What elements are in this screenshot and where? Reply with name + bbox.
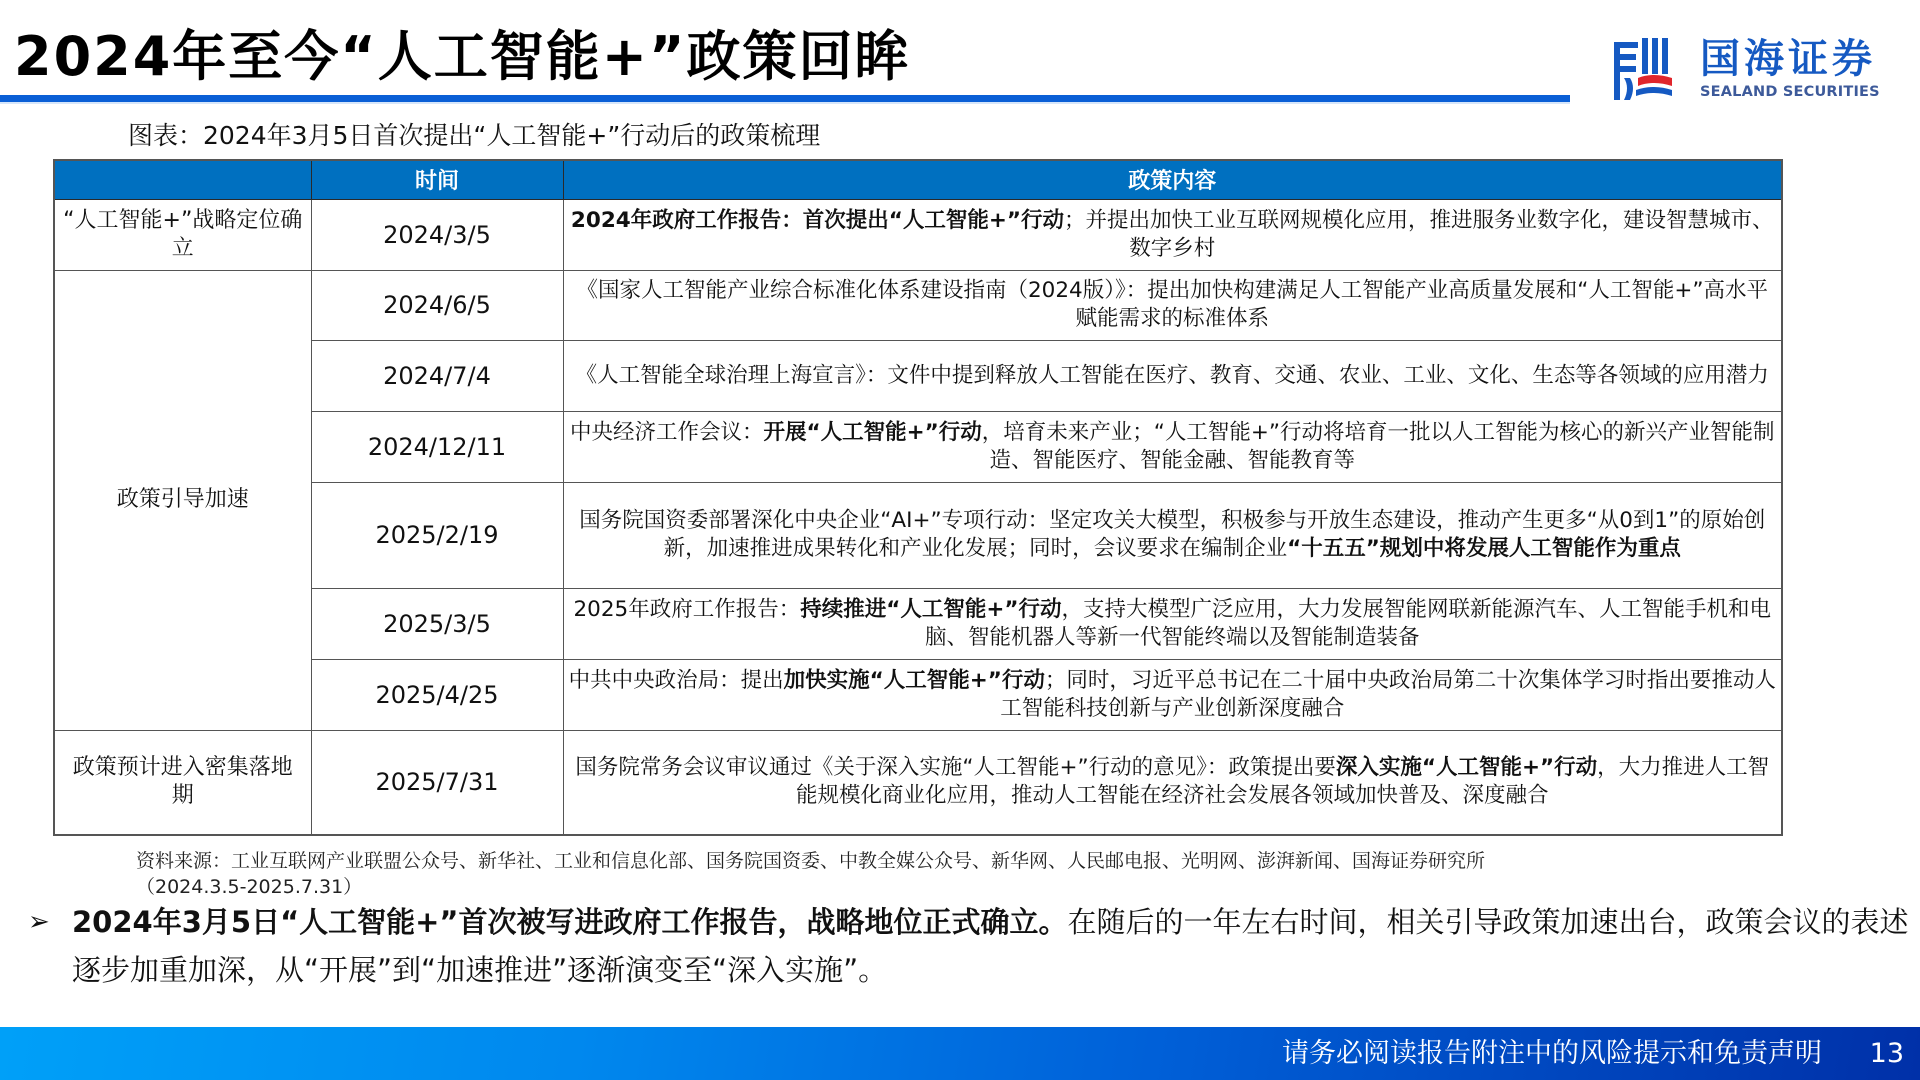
column-header-date: 时间 (311, 160, 563, 199)
date-cell: 2025/7/31 (311, 730, 563, 835)
summary-text (72, 898, 1912, 994)
content-text: 2025年政府工作报告： (573, 596, 801, 622)
content-cell (563, 411, 1782, 482)
title-divider (0, 95, 1570, 102)
arrow-bullet-icon: ➢ (28, 907, 50, 937)
content-cell (563, 659, 1782, 730)
date-cell: 2024/7/4 (311, 340, 563, 411)
source-note (136, 848, 1776, 900)
page-title: 2024年至今“人工智能+”政策回眸 (14, 25, 911, 88)
stage-cell: 政策预计进入密集落地期 (54, 730, 311, 835)
content-cell (563, 730, 1782, 835)
date-cell: 2024/12/11 (311, 411, 563, 482)
content-cell (563, 199, 1782, 270)
summary-normal-text: 在随后的一年左右时间，相关引导政策加速出台，政策会议的表述逐步加重加深，从“开展”到“加速推进”逐渐演变至“深入实施”。 (72, 905, 1909, 987)
table-row (54, 340, 1782, 411)
source-line: 资料来源：工业互联网产业联盟公众号、新华社、工业和信息化部、国务院国资委、中教全媒公众号、新华网、人民邮电报、光明网、澎湃新闻、国海证券研究所 (136, 850, 1486, 872)
content-bold-text: “十五五”规划中将发展人工智能作为重点 (1287, 536, 1681, 561)
content-bold-text: 持续推进“人工智能+”行动 (800, 596, 1062, 622)
date-cell: 2025/2/19 (311, 482, 563, 588)
content-text: ；同时，习近平总书记在二十届中央政治局第二十次集体学习时指出要推动人工智能科技创新与产业创新深度融合 (1000, 667, 1776, 721)
policy-table (53, 159, 1783, 836)
content-cell (563, 270, 1782, 340)
content-text: 中央经济工作会议： (569, 419, 764, 445)
footer-disclaimer: 请务必阅读报告附注中的风险提示和免责声明 (1282, 1038, 1822, 1069)
content-bold-text: 深入实施“人工智能+”行动 (1335, 755, 1598, 781)
content-text: 中共中央政治局：提出 (568, 667, 784, 693)
column-header-stage (54, 160, 311, 199)
content-text: ；并提出加快工业互联网规模化应用，推进服务业数字化，建设智慧城市、数字乡村 (1064, 207, 1774, 261)
table-row (54, 270, 1782, 340)
date-cell: 2025/4/25 (311, 659, 563, 730)
stage-cell: “人工智能+”战略定位确立 (54, 199, 311, 270)
content-text: ，支持大模型广泛应用，大力发展智能网联新能源汽车、人工智能手机和电脑、智能机器人等新一代智能终端以及智能制造装备 (924, 596, 1771, 650)
table-row (54, 588, 1782, 659)
table-row (54, 199, 1782, 270)
table-header-row (54, 160, 1782, 199)
table-row (54, 659, 1782, 730)
logo-english-name: SEALAND SECURITIES (1700, 84, 1880, 100)
figure-caption: 图表：2024年3月5日首次提出“人工智能+”行动后的政策梳理 (128, 121, 821, 150)
table-row (54, 482, 1782, 588)
source-date-range: （2024.3.5-2025.7.31） (136, 876, 363, 898)
content-text: ，大力推进人工智能规模化商业化应用，推动人工智能在经济社会发展各领域加快普及、深度融合 (795, 755, 1770, 809)
table-row (54, 730, 1782, 835)
logo-chinese-name: 国海证券 (1700, 36, 1876, 82)
content-cell (563, 588, 1782, 659)
company-logo (1612, 34, 1882, 106)
table-row (54, 411, 1782, 482)
content-text: 《人工智能全球治理上海宣言》：文件中提到释放人工智能在医疗、教育、交通、农业、工业、文化、生态等各领域的应用潜力 (575, 362, 1769, 388)
content-bold-text: 加快实施“人工智能+”行动 (783, 667, 1045, 693)
content-bold-text: 2024年政府工作报告：首次提出“人工智能+”行动 (570, 207, 1065, 233)
date-cell: 2024/6/5 (311, 270, 563, 340)
sealand-logo-icon (1612, 34, 1674, 102)
content-text: 国务院常务会议审议通过《关于深入实施“人工智能+”行动的意见》：政策提出要 (575, 755, 1336, 781)
date-cell: 2024/3/5 (311, 199, 563, 270)
column-header-content: 政策内容 (563, 160, 1782, 199)
content-bold-text: 开展“人工智能+”行动 (763, 419, 982, 445)
content-text: ，培育未来产业；“人工智能+”行动将培育一批以人工智能为核心的新兴产业智能制造、智能医疗、智能金融、智能教育等 (981, 419, 1775, 473)
stage-cell: 政策引导加速 (54, 270, 311, 730)
page-number: 13 (1869, 1038, 1904, 1069)
content-cell (563, 482, 1782, 588)
date-cell: 2025/3/5 (311, 588, 563, 659)
content-text: 国务院国资委部署深化中央企业“AI+”专项行动：坚定攻关大模型，积极参与开放生态建设，推动产生更多“从0到1”的原始创新，加速推进成果转化和产业化发展；同时，会议要求在编制企业 (579, 508, 1766, 561)
content-cell (563, 340, 1782, 411)
content-text: 《国家人工智能产业综合标准化体系建设指南（2024版）》：提出加快构建满足人工智能产业高质量发展和“人工智能+”高水平赋能需求的标准体系 (576, 278, 1768, 331)
title-divider-shadow (0, 102, 1570, 104)
summary-bold-text: 2024年3月5日“人工智能+”首次被写进政府工作报告，战略地位正式确立。 (72, 905, 1068, 939)
